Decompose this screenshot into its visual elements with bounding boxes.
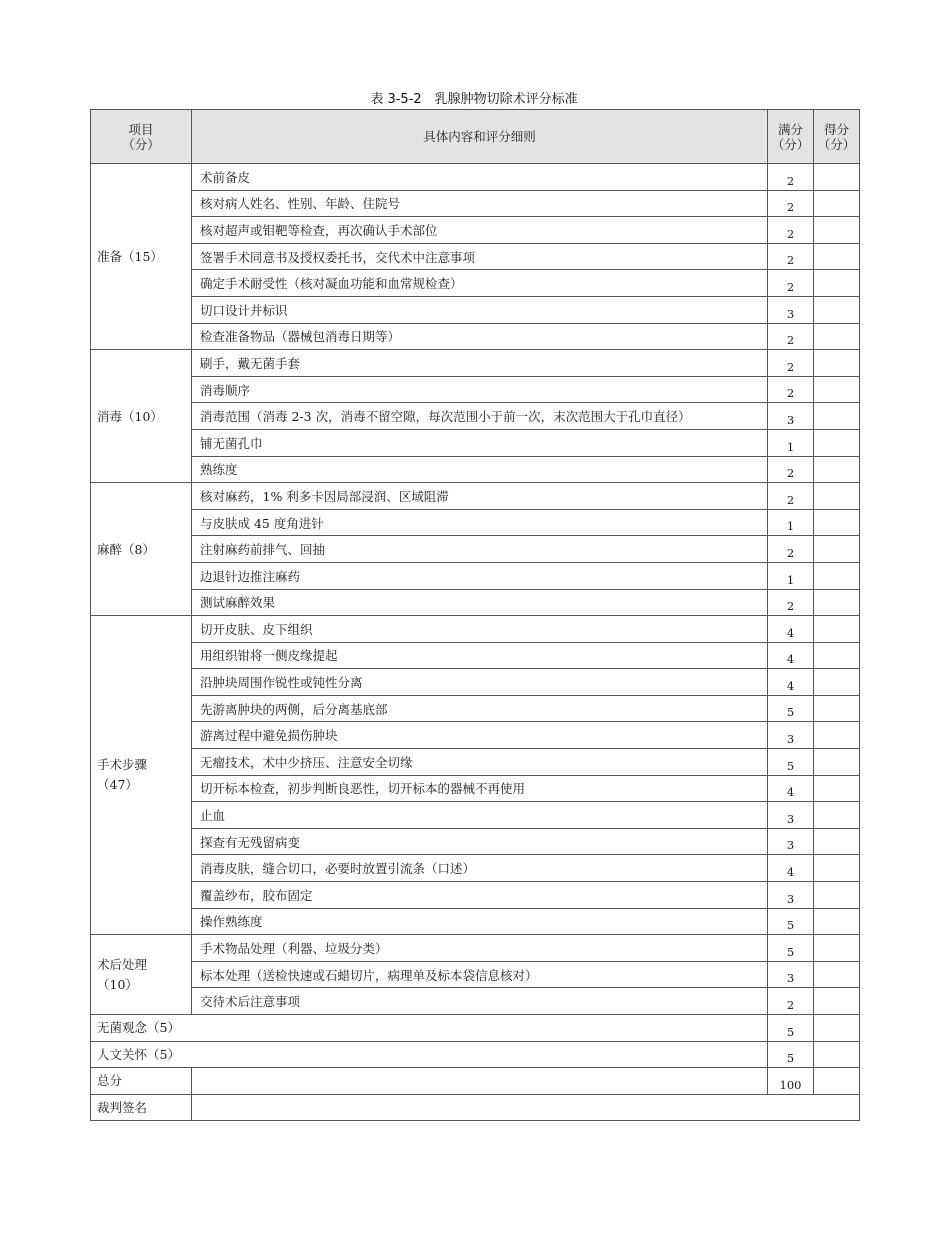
full-score-cell: 3 <box>768 961 814 988</box>
detail-cell: 切口设计并标识 <box>192 296 768 323</box>
table-row <box>91 270 860 297</box>
got-score-cell[interactable] <box>814 722 860 749</box>
detail-cell: 铺无菌孔巾 <box>192 429 768 456</box>
detail-cell: 核对麻药，1% 利多卡因局部浸润、区域阻滞 <box>192 483 768 510</box>
got-score-cell[interactable] <box>814 642 860 669</box>
table-row <box>91 376 860 403</box>
table-row <box>91 828 860 855</box>
full-score-cell: 2 <box>768 456 814 483</box>
detail-cell: 切开标本检查，初步判断良恶性，切开标本的器械不再使用 <box>192 775 768 802</box>
table-row <box>91 855 860 882</box>
table-row <box>91 164 860 191</box>
total-label: 总分 <box>91 1068 192 1095</box>
header-full-score <box>768 110 814 164</box>
detail-cell: 测试麻醉效果 <box>192 589 768 616</box>
detail-cell: 核对超声或钼靶等检查，再次确认手术部位 <box>192 217 768 244</box>
detail-cell: 无瘤技术，术中少挤压、注意安全切缘 <box>192 749 768 776</box>
detail-cell: 与皮肤成 45 度角进针 <box>192 509 768 536</box>
got-score-cell[interactable] <box>814 270 860 297</box>
category-cell: 麻醉（8） <box>91 483 192 616</box>
table-row <box>91 296 860 323</box>
header-got-line1: 得分 <box>823 121 849 137</box>
humanistic-row <box>91 1041 860 1068</box>
detail-cell: 先游离肿块的两侧，后分离基底部 <box>192 695 768 722</box>
detail-cell: 术前备皮 <box>192 164 768 191</box>
got-score-cell[interactable] <box>814 350 860 377</box>
full-score-cell: 4 <box>768 775 814 802</box>
table-row <box>91 562 860 589</box>
detail-cell: 交待术后注意事项 <box>192 988 768 1015</box>
got-score-cell[interactable] <box>814 562 860 589</box>
got-score-cell[interactable] <box>814 908 860 935</box>
category-cell <box>91 616 192 935</box>
full-score-cell: 1 <box>768 509 814 536</box>
category-cell <box>91 935 192 1015</box>
got-score-cell[interactable] <box>814 802 860 829</box>
full-score-cell: 3 <box>768 828 814 855</box>
got-score-cell[interactable] <box>814 376 860 403</box>
detail-cell: 签署手术同意书及授权委托书，交代术中注意事项 <box>192 243 768 270</box>
humanistic-score: 5 <box>768 1041 814 1068</box>
full-score-cell: 2 <box>768 589 814 616</box>
detail-cell: 覆盖纱布，胶布固定 <box>192 882 768 909</box>
table-row <box>91 935 860 962</box>
judge-signature-cell[interactable] <box>192 1094 860 1121</box>
detail-cell: 切开皮肤、皮下组织 <box>192 616 768 643</box>
full-score-cell: 2 <box>768 323 814 350</box>
table-row <box>91 961 860 988</box>
full-score-cell: 2 <box>768 190 814 217</box>
detail-cell: 刷手，戴无菌手套 <box>192 350 768 377</box>
aseptic-row <box>91 1015 860 1042</box>
full-score-cell: 2 <box>768 217 814 244</box>
header-item-line1: 项目 <box>128 121 154 137</box>
detail-cell: 消毒顺序 <box>192 376 768 403</box>
detail-cell: 标本处理（送检快速或石蜡切片，病理单及标本袋信息核对） <box>192 961 768 988</box>
detail-cell: 消毒皮肤，缝合切口，必要时放置引流条（口述） <box>192 855 768 882</box>
detail-cell: 游离过程中避免损伤肿块 <box>192 722 768 749</box>
table-row <box>91 988 860 1015</box>
table-row <box>91 642 860 669</box>
detail-cell: 确定手术耐受性（核对凝血功能和血常规检查） <box>192 270 768 297</box>
full-score-cell: 5 <box>768 935 814 962</box>
total-blank <box>192 1068 768 1095</box>
table-row <box>91 669 860 696</box>
full-score-cell: 3 <box>768 722 814 749</box>
table-row <box>91 456 860 483</box>
got-score-cell[interactable] <box>814 217 860 244</box>
detail-cell: 消毒范围（消毒 2-3 次，消毒不留空隙，每次范围小于前一次，末次范围大于孔巾直径） <box>192 403 768 430</box>
table-row <box>91 882 860 909</box>
header-content: 具体内容和评分细则 <box>192 110 768 164</box>
table-body <box>91 164 860 1015</box>
detail-cell: 操作熟练度 <box>192 908 768 935</box>
full-score-cell: 3 <box>768 802 814 829</box>
full-score-cell: 5 <box>768 695 814 722</box>
header-got-line2: （分） <box>817 136 856 152</box>
aseptic-label: 无菌观念（5） <box>91 1015 768 1042</box>
got-score-cell[interactable] <box>814 483 860 510</box>
full-score-cell: 4 <box>768 669 814 696</box>
full-score-cell: 2 <box>768 536 814 563</box>
table-footer <box>91 1015 860 1121</box>
total-score: 100 <box>768 1068 814 1095</box>
detail-cell: 核对病人姓名、性别、年龄、住院号 <box>192 190 768 217</box>
got-score-cell[interactable] <box>814 296 860 323</box>
full-score-cell: 3 <box>768 403 814 430</box>
got-score-cell[interactable] <box>814 855 860 882</box>
got-score-cell[interactable] <box>814 669 860 696</box>
aseptic-score: 5 <box>768 1015 814 1042</box>
table-row <box>91 509 860 536</box>
full-score-cell: 1 <box>768 429 814 456</box>
got-score-cell[interactable] <box>814 429 860 456</box>
detail-cell: 检查准备物品（器械包消毒日期等） <box>192 323 768 350</box>
humanistic-label: 人文关怀（5） <box>91 1041 768 1068</box>
got-score-cell[interactable] <box>814 695 860 722</box>
got-score-cell[interactable] <box>814 616 860 643</box>
table-row <box>91 483 860 510</box>
detail-cell: 熟练度 <box>192 456 768 483</box>
full-score-cell: 4 <box>768 855 814 882</box>
detail-cell: 沿肿块周围作锐性或钝性分离 <box>192 669 768 696</box>
got-score-cell[interactable] <box>814 164 860 191</box>
table-row <box>91 802 860 829</box>
detail-cell: 用组织钳将一侧皮缘提起 <box>192 642 768 669</box>
humanistic-got[interactable] <box>814 1041 860 1068</box>
detail-cell: 边退针边推注麻药 <box>192 562 768 589</box>
table-row <box>91 775 860 802</box>
category-name: 手术步骤 <box>97 757 148 773</box>
full-score-cell: 3 <box>768 882 814 909</box>
table-row <box>91 350 860 377</box>
category-points: （47） <box>97 777 138 793</box>
total-got[interactable] <box>814 1068 860 1095</box>
full-score-cell: 1 <box>768 562 814 589</box>
detail-cell: 探查有无残留病变 <box>192 828 768 855</box>
category-points: （10） <box>97 976 138 992</box>
table-row <box>91 908 860 935</box>
table-row <box>91 243 860 270</box>
got-score-cell[interactable] <box>814 190 860 217</box>
table-row <box>91 749 860 776</box>
got-score-cell[interactable] <box>814 935 860 962</box>
judge-row <box>91 1094 860 1121</box>
got-score-cell[interactable] <box>814 828 860 855</box>
table-row <box>91 217 860 244</box>
category-cell: 准备（15） <box>91 164 192 350</box>
full-score-cell: 5 <box>768 749 814 776</box>
got-score-cell[interactable] <box>814 536 860 563</box>
full-score-cell: 2 <box>768 243 814 270</box>
category-name: 术后处理 <box>97 956 148 972</box>
table-row <box>91 695 860 722</box>
full-score-cell: 4 <box>768 642 814 669</box>
full-score-cell: 2 <box>768 376 814 403</box>
header-item <box>91 110 192 164</box>
detail-cell: 手术物品处理（利器、垃圾分类） <box>192 935 768 962</box>
category-cell: 消毒（10） <box>91 350 192 483</box>
got-score-cell[interactable] <box>814 403 860 430</box>
got-score-cell[interactable] <box>814 961 860 988</box>
header-row <box>91 110 860 164</box>
full-score-cell: 2 <box>768 270 814 297</box>
judge-label: 裁判签名 <box>91 1094 192 1121</box>
table-row <box>91 616 860 643</box>
scoring-table <box>90 109 860 1121</box>
detail-cell: 注射麻药前排气、回抽 <box>192 536 768 563</box>
header-full-line2: （分） <box>771 136 810 152</box>
got-score-cell[interactable] <box>814 749 860 776</box>
table-row <box>91 323 860 350</box>
table-row <box>91 429 860 456</box>
header-full-line1: 满分 <box>777 121 803 137</box>
got-score-cell[interactable] <box>814 882 860 909</box>
got-score-cell[interactable] <box>814 509 860 536</box>
full-score-cell: 2 <box>768 988 814 1015</box>
full-score-cell: 3 <box>768 296 814 323</box>
full-score-cell: 2 <box>768 164 814 191</box>
got-score-cell[interactable] <box>814 988 860 1015</box>
full-score-cell: 4 <box>768 616 814 643</box>
got-score-cell[interactable] <box>814 323 860 350</box>
table-row <box>91 190 860 217</box>
detail-cell: 止血 <box>192 802 768 829</box>
table-caption: 表 3-5-2 乳腺肿物切除术评分标准 <box>370 92 578 107</box>
aseptic-got[interactable] <box>814 1015 860 1042</box>
table-row <box>91 589 860 616</box>
total-row <box>91 1068 860 1095</box>
table-row <box>91 536 860 563</box>
got-score-cell[interactable] <box>814 589 860 616</box>
header-item-line2: （分） <box>122 136 160 152</box>
full-score-cell: 2 <box>768 350 814 377</box>
got-score-cell[interactable] <box>814 243 860 270</box>
got-score-cell[interactable] <box>814 456 860 483</box>
table-row <box>91 722 860 749</box>
header-got-score <box>814 110 860 164</box>
full-score-cell: 5 <box>768 908 814 935</box>
full-score-cell: 2 <box>768 483 814 510</box>
table-row <box>91 403 860 430</box>
got-score-cell[interactable] <box>814 775 860 802</box>
